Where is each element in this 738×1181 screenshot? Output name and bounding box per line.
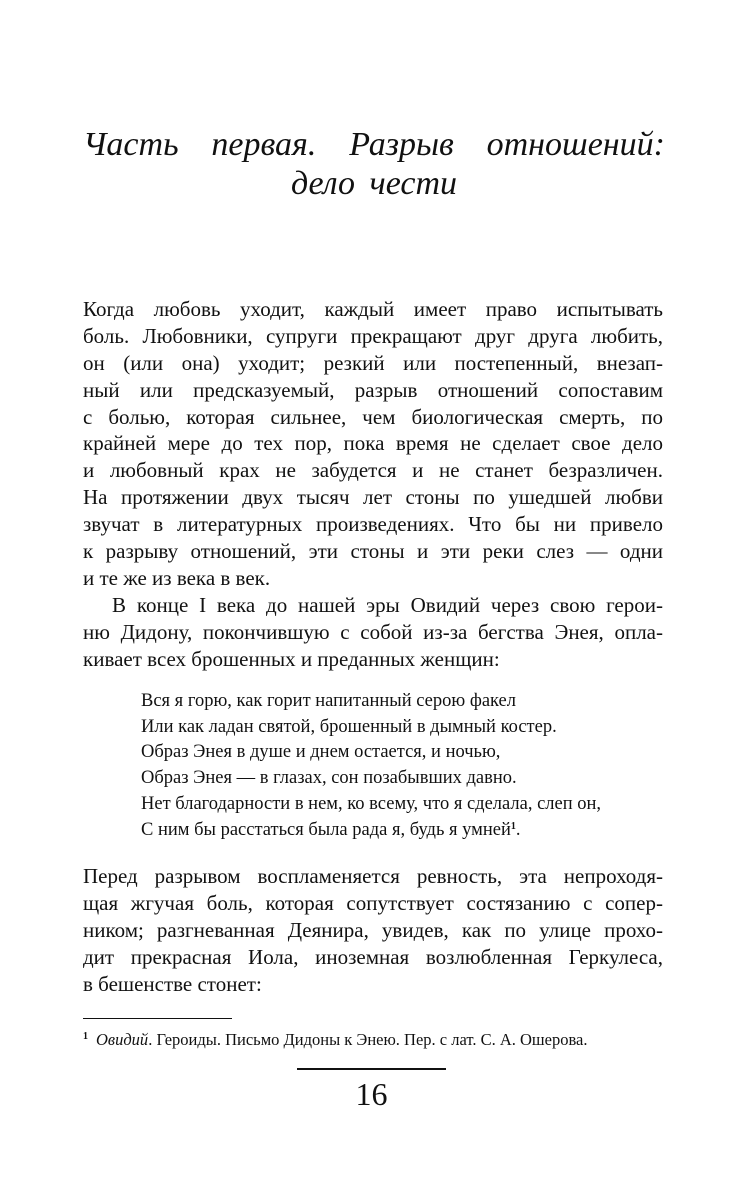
text-line: На протяжении двух тысяч лет стоны по ушедшей любви bbox=[83, 485, 663, 510]
poem-line: Образ Энея в душе и днем остается, и ночью, bbox=[141, 742, 501, 763]
text-line: крайней мере до тех пор, пока время не сделает свое дело bbox=[83, 431, 663, 456]
text-line: ный или предсказуемый, разрыв отношений сопоставим bbox=[83, 377, 663, 402]
text-line: Когда любовь уходит, каждый имеет право испытывать bbox=[83, 297, 663, 321]
poem-line: Вся я горю, как горит напитанный серою факел bbox=[141, 691, 516, 711]
text-line: и те же из века в век. bbox=[83, 565, 271, 590]
footnote-mark: 1 bbox=[83, 1031, 88, 1042]
text-line: и любовный крах не забудется и не станет безразличен. bbox=[83, 458, 663, 483]
text-line: он (или она) уходит; резкий или постепенный, внезап- bbox=[83, 350, 663, 375]
text-line: ником; разгневанная Деянира, увидев, как по улице прохо- bbox=[83, 917, 663, 942]
text-line: ню Дидону, покончившую с собой из-за бегства Энея, опла- bbox=[83, 619, 663, 644]
text-line: щая жгучая боль, которая сопутствует состязанию с сопер- bbox=[83, 890, 663, 915]
text-line: Перед разрывом воспламеняется ревность, эта непроходя- bbox=[83, 864, 663, 888]
text-line: в бешенстве стонет: bbox=[83, 971, 262, 996]
text-line: к разрыву отношений, эти стоны и эти реки слез — одни bbox=[83, 539, 663, 564]
text-line: В конце I века до нашей эры Овидий через свою герои- bbox=[112, 593, 663, 617]
poem-line: Или как ладан святой, брошенный в дымный костер. bbox=[141, 716, 557, 737]
chapter-title-line-1: Часть первая. Разрыв отношений: bbox=[83, 126, 665, 163]
footnote-author: Овидий bbox=[96, 1030, 149, 1049]
poem-line: С ним бы расстаться была рада я, будь я умней$^1$. bbox=[141, 819, 521, 840]
poem-quote bbox=[141, 689, 601, 843]
footnote-reference[interactable]: 1 bbox=[510, 820, 516, 832]
text-line: кивает всех брошенных и преданных женщин: bbox=[83, 646, 500, 671]
poem-line: Нет благодарности в нем, ко всему, что я сделала, слеп он, bbox=[141, 793, 602, 814]
page-number-divider bbox=[297, 1068, 446, 1070]
chapter-title-line-2: дело чести bbox=[290, 165, 458, 202]
text-line: с болью, которая сильнее, чем биологическая смерть, по bbox=[83, 404, 663, 429]
footnote-divider bbox=[83, 1018, 232, 1019]
paragraph-1 bbox=[83, 296, 663, 592]
text-line: дит прекрасная Иола, иноземная возлюбленная Геркулеса, bbox=[83, 944, 663, 969]
text-line: звучат в литературных произведениях. Что бы ни привело bbox=[83, 512, 663, 537]
text-line: боль. Любовники, супруги прекращают друг друга любить, bbox=[83, 323, 663, 348]
paragraph-2 bbox=[83, 592, 663, 673]
paragraph-3 bbox=[83, 863, 663, 997]
footnote bbox=[83, 1030, 587, 1050]
chapter-title bbox=[83, 126, 665, 203]
footnote-text: . Героиды. Письмо Дидоны к Энею. Пер. с лат. С. А. Ошерова. bbox=[148, 1030, 588, 1049]
poem-line: Образ Энея — в глазах, сон позабывших давно. bbox=[141, 768, 517, 789]
page-number: 16 bbox=[355, 1076, 388, 1112]
poem-line-text: С ним бы расстаться была рада я, будь я умней bbox=[141, 819, 511, 840]
